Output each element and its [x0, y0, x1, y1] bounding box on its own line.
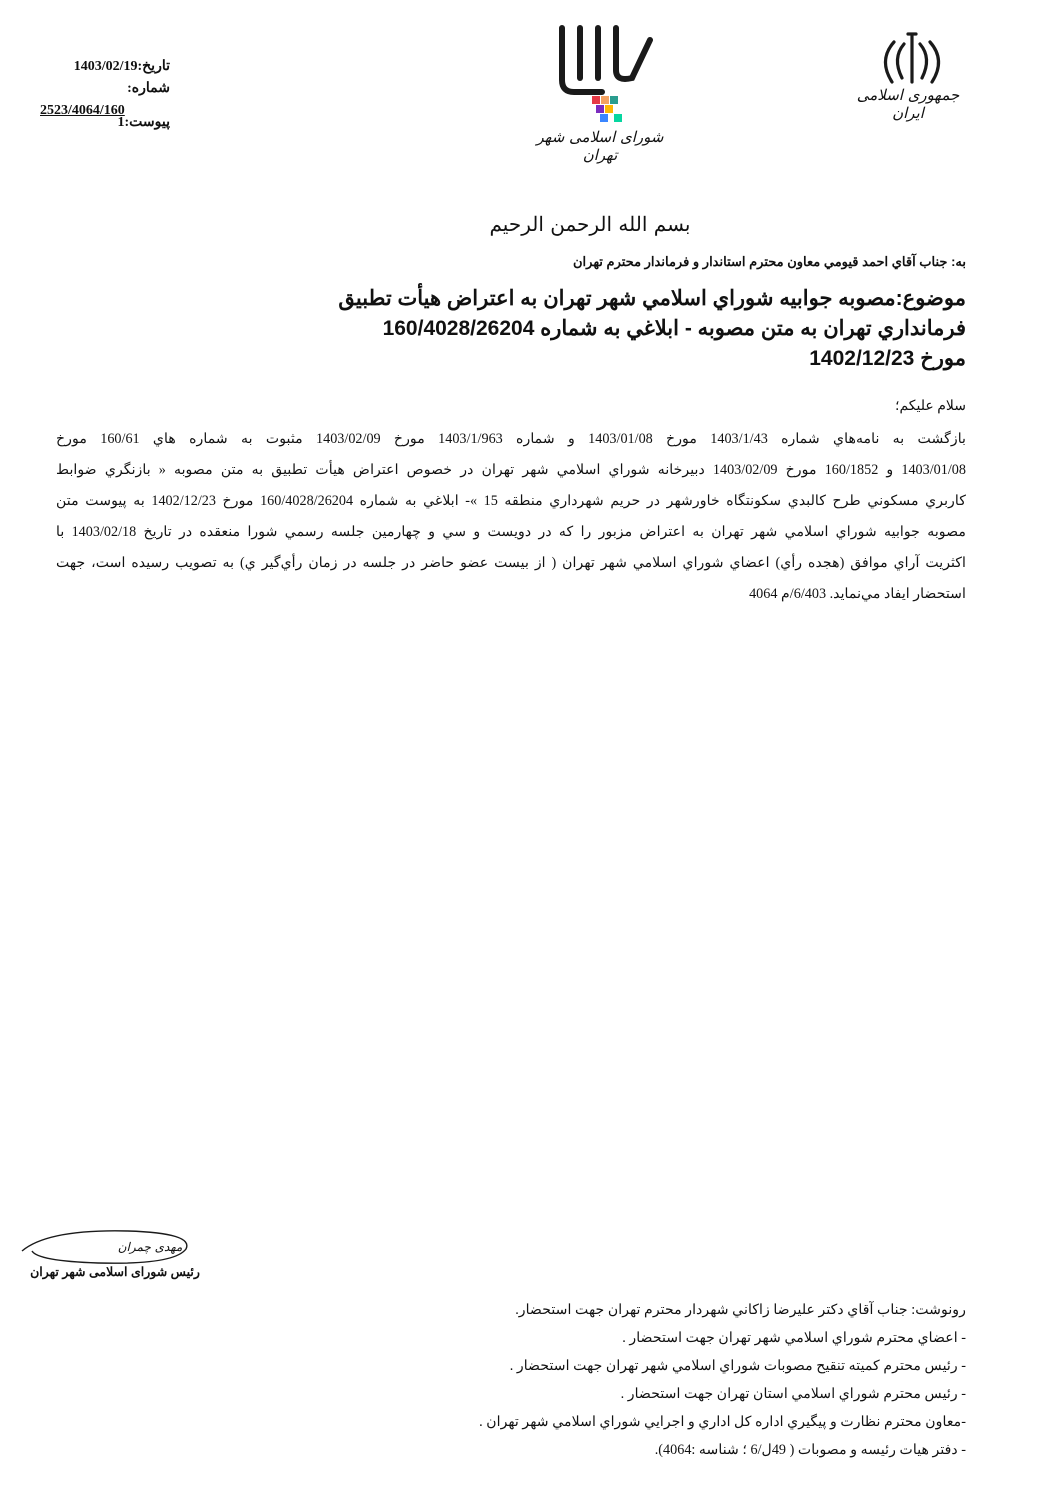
logo-tile — [614, 114, 622, 122]
logo-tile — [596, 105, 604, 113]
letter-meta — [40, 56, 170, 132]
greeting: سلام عليكم؛ — [895, 399, 966, 414]
date-label: تاريخ: — [137, 59, 170, 74]
body-line: بازگشت به نامه‌هاي شماره 1403/1/43 مورخ 1403/01/08 و شماره 1403/1/963 مورخ 1403/02/09 مثبوت به شماره هاي 160/61 مورخ — [56, 431, 966, 447]
body-line: كاربري مسكوني طرح كالبدي سكونتگاه خاورشهر در حريم شهرداري منطقه 15 »- ابلاغي به شماره 160/4028/26204 مورخ 1402/12/23 به پيوست متن — [56, 493, 966, 509]
logo-tile — [592, 96, 600, 104]
cc-line: - رئيس محترم شوراي اسلامي استان تهران جهت استحضار . — [620, 1386, 966, 1402]
subject-line: فرمانداري تهران به متن مصوبه - ابلاغي به شماره 160/4028/26204 — [382, 317, 966, 340]
body-line: 1403/01/08 و 160/1852 مورخ 1403/02/09 دبيرخانه شوراي اسلامي شهر تهران در خصوص اعتراض هيأت تطبيق به متن مصوبه « بازنگري ضوابط — [56, 462, 966, 478]
iran-emblem-caption: جمهوری اسلامی ایران — [856, 86, 960, 122]
cc-line: -معاون محترم نظارت و پيگيري اداره كل اداري و اجرايي شوراي اسلامي شهر تهران . — [479, 1414, 966, 1430]
subject-line: مورخ 1402/12/23 — [809, 347, 966, 370]
logo-tile — [601, 96, 609, 104]
council-logo-caption: شورای اسلامی شهر تهران — [536, 128, 664, 164]
date-value: 1403/02/19 — [73, 59, 138, 74]
logo-tile — [600, 114, 608, 122]
cc-line: - رئيس محترم كميته تنقيح مصوبات شوراي اسلامي شهر تهران جهت استحضار . — [509, 1358, 966, 1374]
bismillah-heading: بسم الله الرحمن الرحيم — [489, 212, 691, 236]
number-label: شماره: — [127, 81, 170, 96]
number-row — [40, 78, 170, 100]
body-line: اكثريت آراي موافق (هجده رأي) اعضاي شوراي اسلامي شهر تهران ( از بيست عضو حاضر در جلسه در زمان رأي‌گير ي) به تصويب رسيده است، جهت — [56, 555, 966, 571]
date-row — [40, 56, 170, 78]
cc-line: رونوشت: جناب آقاي دكتر عليرضا زاكاني شهردار محترم تهران جهت استحضار. — [515, 1302, 966, 1318]
cc-line: - اعضاي محترم شوراي اسلامي شهر تهران جهت استحضار . — [622, 1330, 966, 1346]
subject-line: موضوع:مصوبه جوابيه شوراي اسلامي شهر تهران به اعتراض هيأت تطبيق — [338, 287, 966, 310]
tehran-council-logo — [540, 20, 660, 130]
signer-title: رئيس شورای اسلامی شهر تهران — [30, 1265, 200, 1279]
attachment-label: پیوست: — [124, 115, 170, 130]
logo-tile — [605, 105, 613, 113]
attachment-value: 1 — [117, 115, 125, 130]
cc-line: - دفتر هيات رئيسه و مصوبات ( 49ل/6 ؛ شناسه :4064). — [654, 1442, 966, 1458]
body-line: مصوبه جوابيه شوراي اسلامي شهر تهران به اعتراض مزبور را كه در دويست و سي و چهارمين جلسه رسمي شورا منعقده در تاريخ 1403/02/18 با — [56, 524, 966, 540]
logo-color-tiles — [592, 96, 622, 122]
letter-body — [56, 424, 966, 610]
recipient-line: به: جناب آقاي احمد قيومي معاون محترم استاندار و فرماندار محترم تهران — [572, 254, 966, 269]
body-line: استحضار ايفاد مي‌نمايد. 6/403/م 4064 — [749, 586, 966, 602]
cc-list — [326, 1296, 966, 1464]
letter-subject — [246, 284, 966, 374]
logo-tile — [610, 96, 618, 104]
number-value: 2523/4064/160 — [40, 103, 125, 118]
signer-name: مهدی چمران — [117, 1240, 183, 1254]
